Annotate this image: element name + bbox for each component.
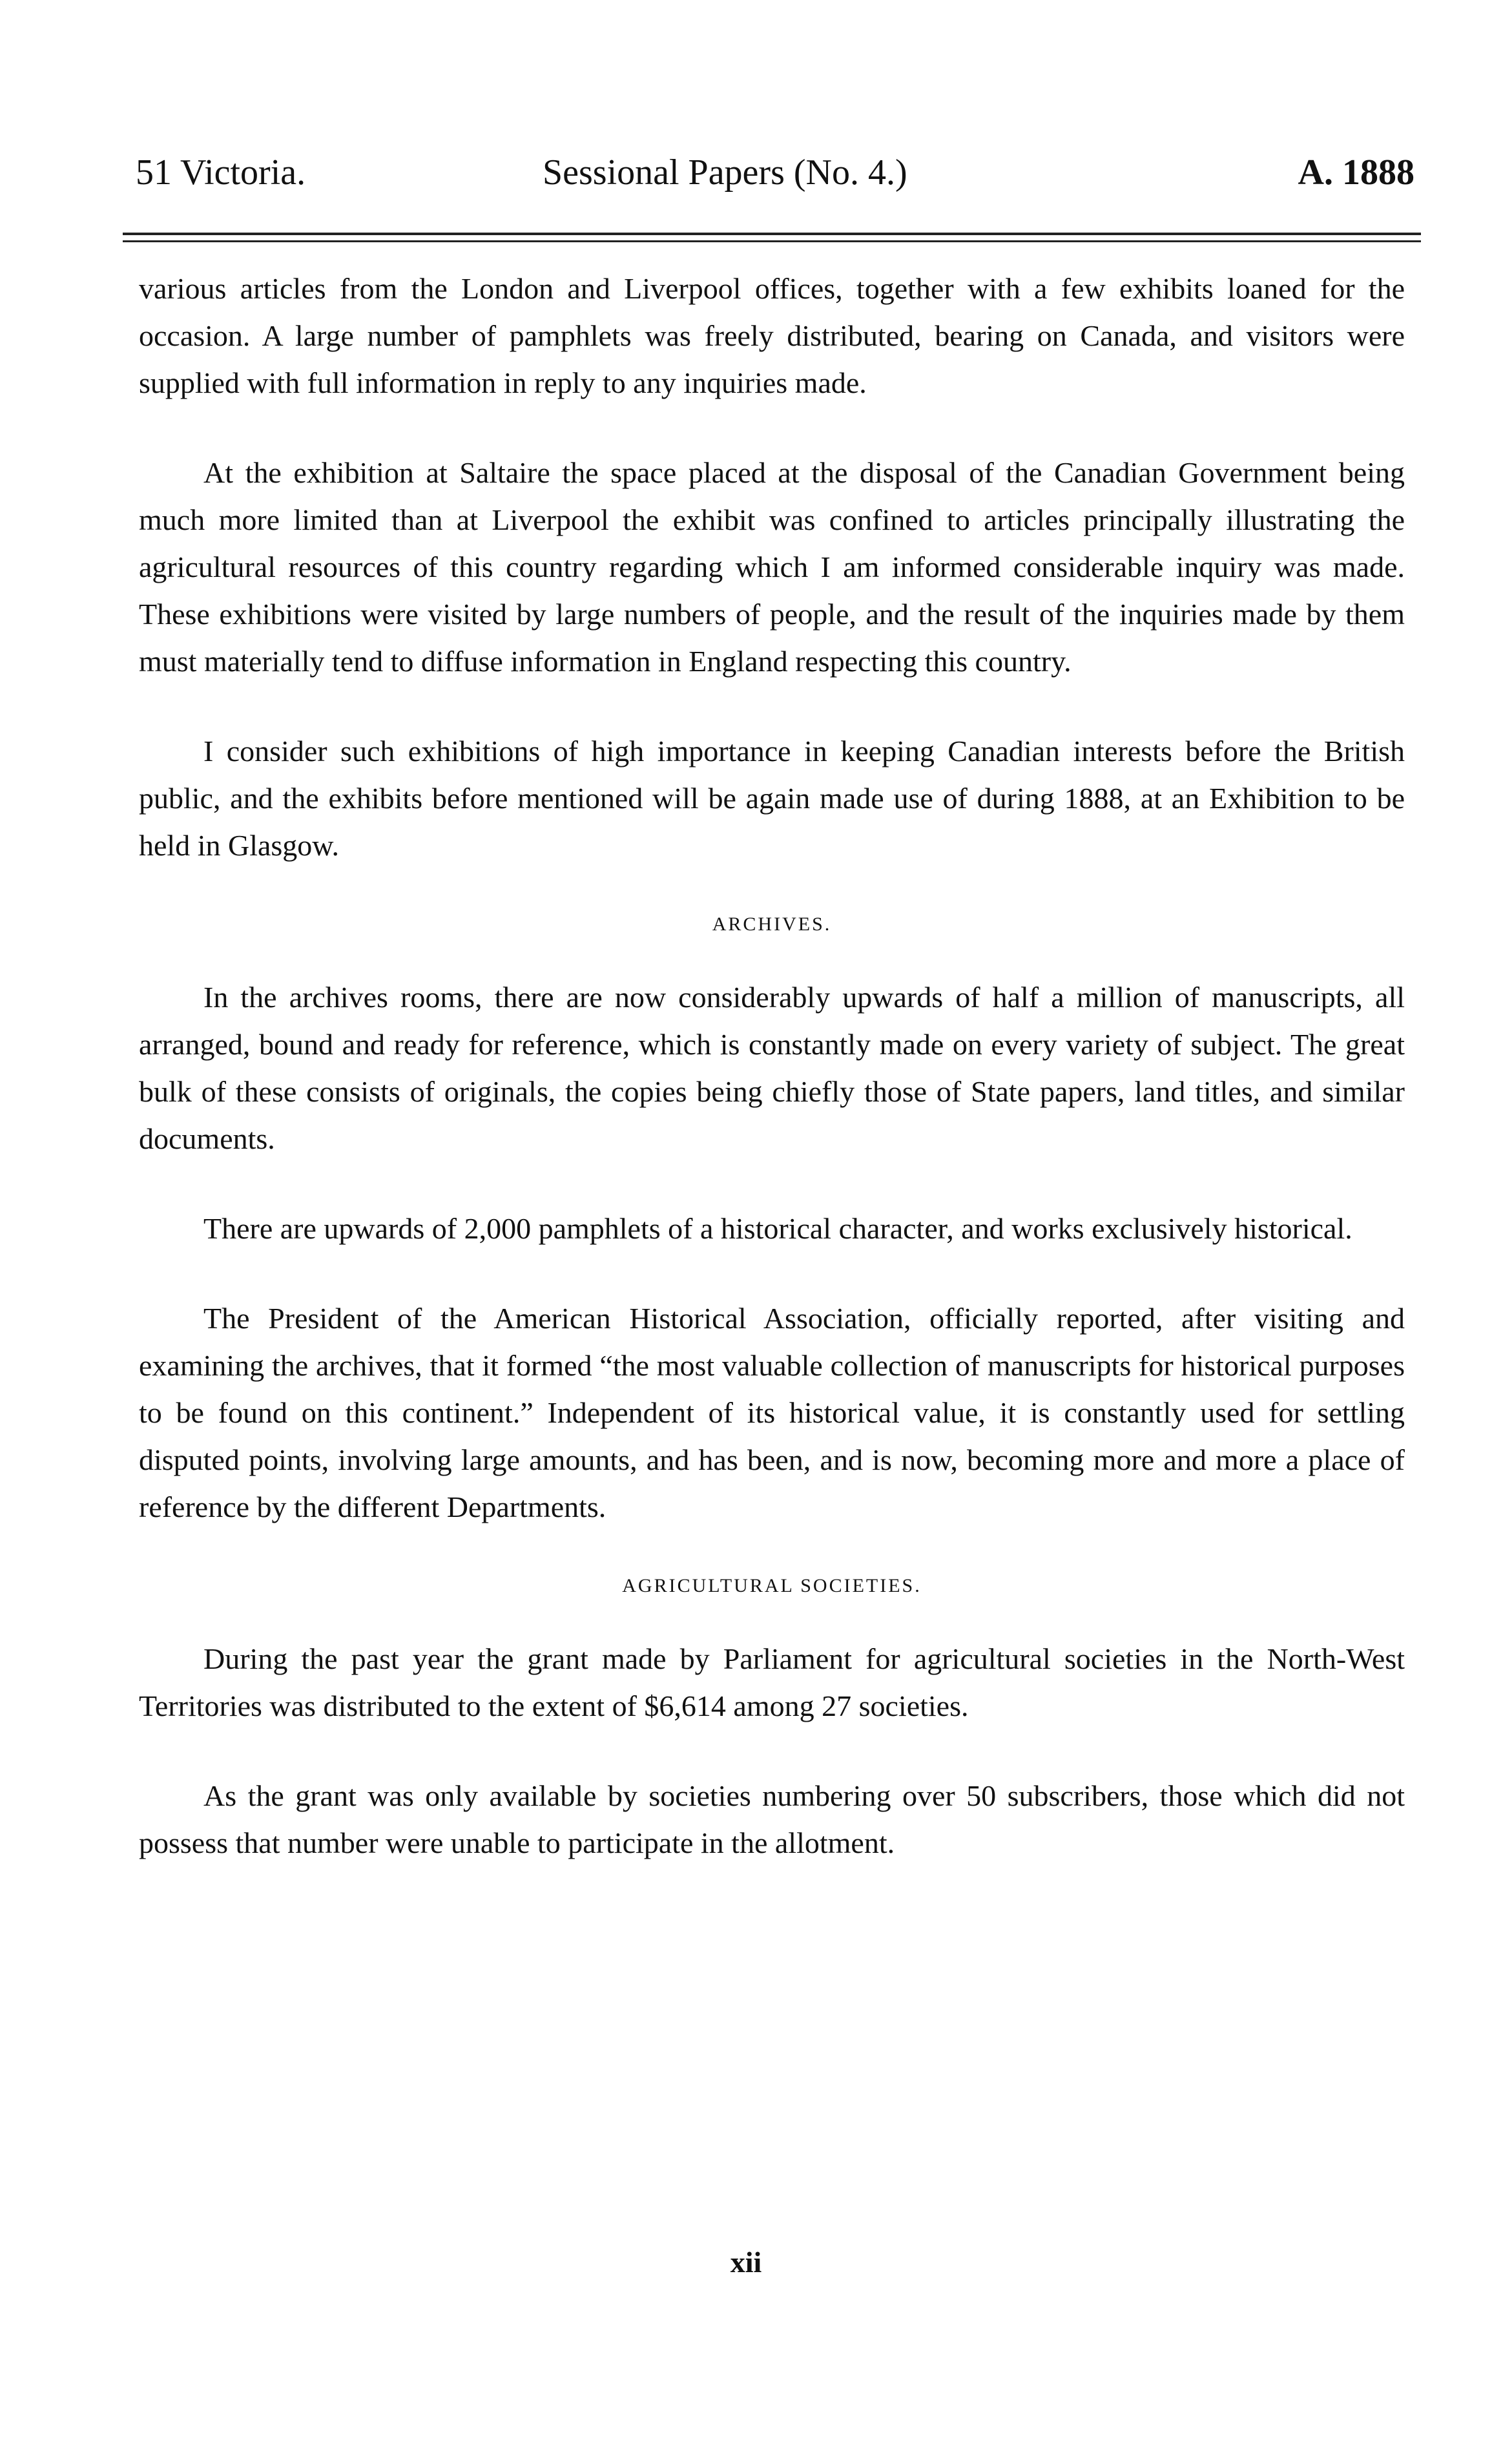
- section-heading-agricultural: AGRICULTURAL SOCIETIES.: [622, 1575, 922, 1596]
- header-rule-bottom: [123, 240, 1421, 242]
- paragraph-exhibits: various articles from the London and Liverpool offices, together with a few exhibits loaned for the occasion. A large number of pamphlets was freely distributed, bearing on Canada, and visitors were supplied with full information in reply to any inquiries made.: [139, 272, 1405, 399]
- section-heading-archives: ARCHIVES.: [712, 914, 832, 935]
- header-rule-top: [123, 233, 1421, 235]
- paragraph-president: The President of the American Historical Association, officially reported, after visiting and examining the archives, that it formed “the most valuable collection of manuscripts for historical purposes to be found on this continent.” Independent of its historical value, it is constantly used for settling disputed points, involving large amounts, and has been, and is now, becoming more and more a place of reference by the different Departments.: [139, 1302, 1405, 1523]
- paragraph-subscribers: As the grant was only available by societies numbering over 50 subscribers, those which did not possess that number were unable to participate in the allotment.: [139, 1779, 1405, 1859]
- page-body: [139, 265, 1405, 1909]
- page-header: [136, 152, 1414, 204]
- paragraph-pamphlets: There are upwards of 2,000 pamphlets of a historical character, and works exclusively historical.: [203, 1212, 1352, 1245]
- paragraph-archives-rooms: In the archives rooms, there are now considerably upwards of half a million of manuscripts, all arranged, bound and ready for reference, which is constantly made on every variety of subject. The great bulk of these consists of originals, the copies being chiefly those of State papers, land titles, and similar documents.: [139, 981, 1405, 1155]
- header-session: 51 Victoria.: [136, 152, 306, 193]
- header-year: A. 1888: [1298, 152, 1414, 193]
- header-title: Sessional Papers (No. 4.): [543, 152, 907, 193]
- paragraph-saltaire: At the exhibition at Saltaire the space placed at the disposal of the Canadian Government being much more limited than at Liverpool the exhibit was confined to articles principally illustrating the agricultural resources of this country regarding which I am informed considerable inquiry was made. These exhibitions were visited by large numbers of people, and the result of the inquiries made by them must materially tend to diffuse information in England respecting this country.: [139, 456, 1405, 678]
- paragraph-grant: During the past year the grant made by Parliament for agricultural societies in the North-West Territories was distributed to the extent of $6,614 among 27 societies.: [139, 1642, 1405, 1722]
- page-number: xii: [730, 2246, 762, 2279]
- paragraph-importance: I consider such exhibitions of high importance in keeping Canadian interests before the British public, and the exhibits before mentioned will be again made use of during 1888, at an Exhibition to be held in Glasgow.: [139, 735, 1405, 862]
